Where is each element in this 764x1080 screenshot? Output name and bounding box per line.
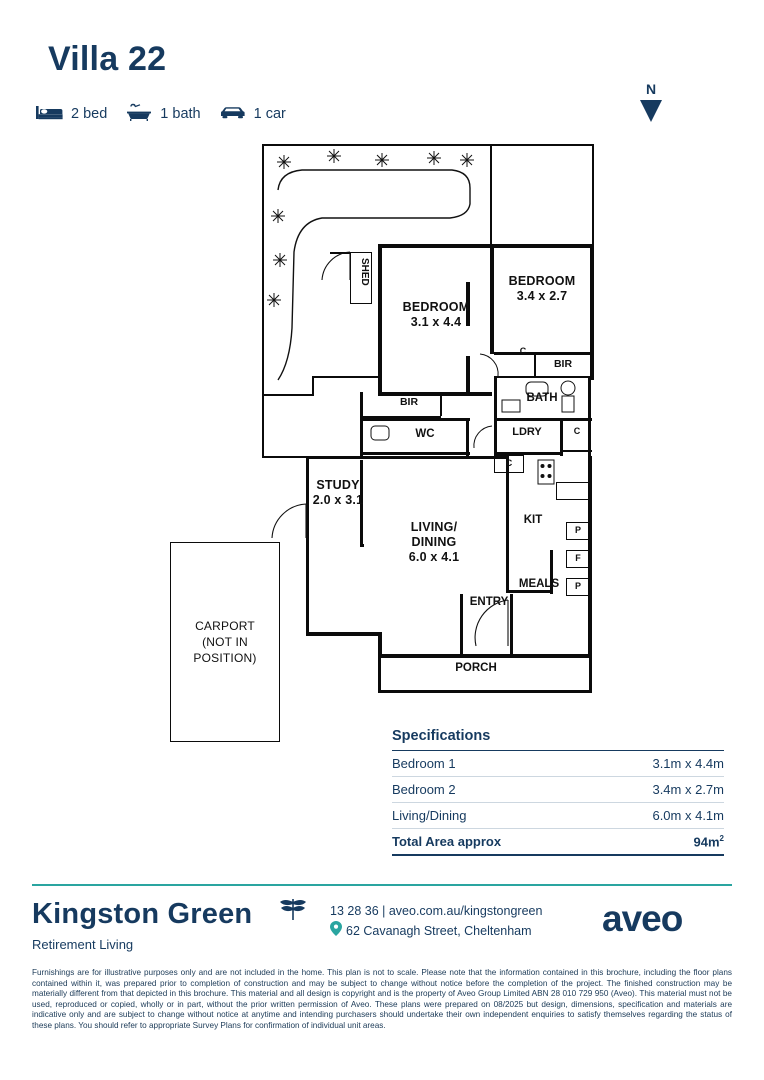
- feature-summary: [36, 103, 304, 125]
- contact-address-row: [330, 921, 542, 941]
- aveo-logo: aveo: [602, 898, 683, 939]
- entry-label: ENTRY: [469, 596, 509, 608]
- feature-car-label: 1 car: [253, 106, 286, 122]
- porch-label: PORCH: [455, 662, 497, 674]
- spec-row-living-dining: [392, 802, 724, 828]
- contact-phone-web[interactable]: 13 28 36 | aveo.com.au/kingstongreen: [330, 904, 543, 918]
- feature-bath-label: 1 bath: [160, 106, 201, 122]
- spec-value: 6.0m x 4.1m: [652, 808, 724, 823]
- contact-block: [330, 902, 542, 941]
- car-icon: [219, 103, 247, 125]
- floor-plan: [0, 130, 764, 720]
- closet-c-1-label: C: [519, 346, 527, 356]
- specifications: [392, 728, 724, 856]
- feature-bath: [125, 103, 218, 125]
- ldry-label: LDRY: [512, 426, 542, 438]
- page-title: Villa 22: [48, 40, 167, 78]
- bath-label: BATH: [526, 392, 558, 404]
- spec-label: Bedroom 2: [392, 782, 456, 797]
- footer-divider: [32, 884, 732, 886]
- spec-label: Living/Dining: [392, 808, 467, 823]
- specifications-heading: Specifications: [392, 728, 491, 744]
- bedroom-1-label: BEDROOM 3.1 x 4.4: [402, 300, 470, 329]
- meals-label: MEALS: [518, 578, 560, 590]
- carport-label: CARPORT (NOT IN POSITION): [193, 619, 257, 665]
- feature-bed: [36, 103, 125, 125]
- spec-total-value: [694, 834, 724, 849]
- leaf-icon: [276, 896, 310, 927]
- living-dining-label: LIVING/ DINING 6.0 x 4.1: [408, 520, 460, 564]
- garden-illustration: [262, 148, 492, 396]
- shed-label: SHED: [359, 258, 370, 286]
- bed-icon: [36, 103, 64, 125]
- north-label: N: [645, 81, 657, 97]
- study-door-icon: [268, 502, 308, 542]
- pantry-p-2-label: P: [574, 581, 581, 591]
- north-arrow: [636, 82, 666, 122]
- spec-total-number: 94m: [693, 834, 720, 850]
- brand-subtitle: Retirement Living: [32, 937, 134, 952]
- closet-c-2-label: C: [573, 426, 581, 436]
- spec-total-superscript: 2: [719, 834, 724, 843]
- study-label: STUDY 2.0 x 3.1: [312, 478, 364, 507]
- kit-label: KIT: [523, 514, 543, 526]
- spec-total-label: Total Area approx: [392, 834, 502, 849]
- spec-row-total-area: [392, 828, 724, 856]
- wc-door-icon: [470, 424, 494, 452]
- bath-icon: [125, 103, 153, 125]
- feature-bed-label: 2 bed: [71, 106, 108, 122]
- bedroom2-door-icon: [478, 352, 500, 378]
- brand-name: Kingston Green: [32, 898, 253, 930]
- spec-label: Bedroom 1: [392, 756, 456, 771]
- spec-value: 3.4m x 2.7m: [652, 782, 724, 797]
- closet-c-3-label: C: [505, 458, 513, 468]
- spec-row-bedroom-2: [392, 776, 724, 802]
- north-triangle-icon: [640, 100, 662, 122]
- spec-row-bedroom-1: [392, 750, 724, 776]
- feature-car: [219, 103, 304, 125]
- shed-door-icon: [318, 250, 354, 284]
- contact-address: 62 Cavanagh Street, Cheltenham: [346, 923, 532, 938]
- fridge-f-label: F: [575, 553, 581, 563]
- disclaimer-text: Furnishings are for illustrative purposes only and are not included in the home. This plan is not to scale. Please note that the information contained in this brochure, including the floor plans contained within it, was prepared prior to completion of construction and may be subject to change without notice before the completion of the project. The finished construction may be materially different from that depicted in this brochure. This material and all design is copyright and is the property of Aveo Group Limited ABN 28 010 729 950 (Aveo). This material must not be used, reproduced or copied, wholly or in part, without the prior written permission of Aveo. These plans were prepared on 08/2025 but design, dimensions, specification and materials are indicative only and are subject to change without notice at anytime and intending purchasers should undertake their own independent enquiries to satisfy themselves regarding the status of these plans. You should refer to appropriate Survey Plans for confirmation of individual unit areas.: [32, 968, 732, 1030]
- brand-block: [32, 898, 252, 952]
- bir-2-label: BIR: [553, 358, 573, 370]
- location-pin-icon: [330, 921, 342, 941]
- wc-label: WC: [415, 428, 435, 440]
- bir-1-label: BIR: [399, 396, 419, 408]
- wc-fixture-icon: [370, 423, 396, 449]
- bedroom-2-label: BEDROOM 3.4 x 2.7: [508, 274, 576, 303]
- pantry-p-1-label: P: [574, 525, 581, 535]
- spec-value: 3.1m x 4.4m: [652, 756, 724, 771]
